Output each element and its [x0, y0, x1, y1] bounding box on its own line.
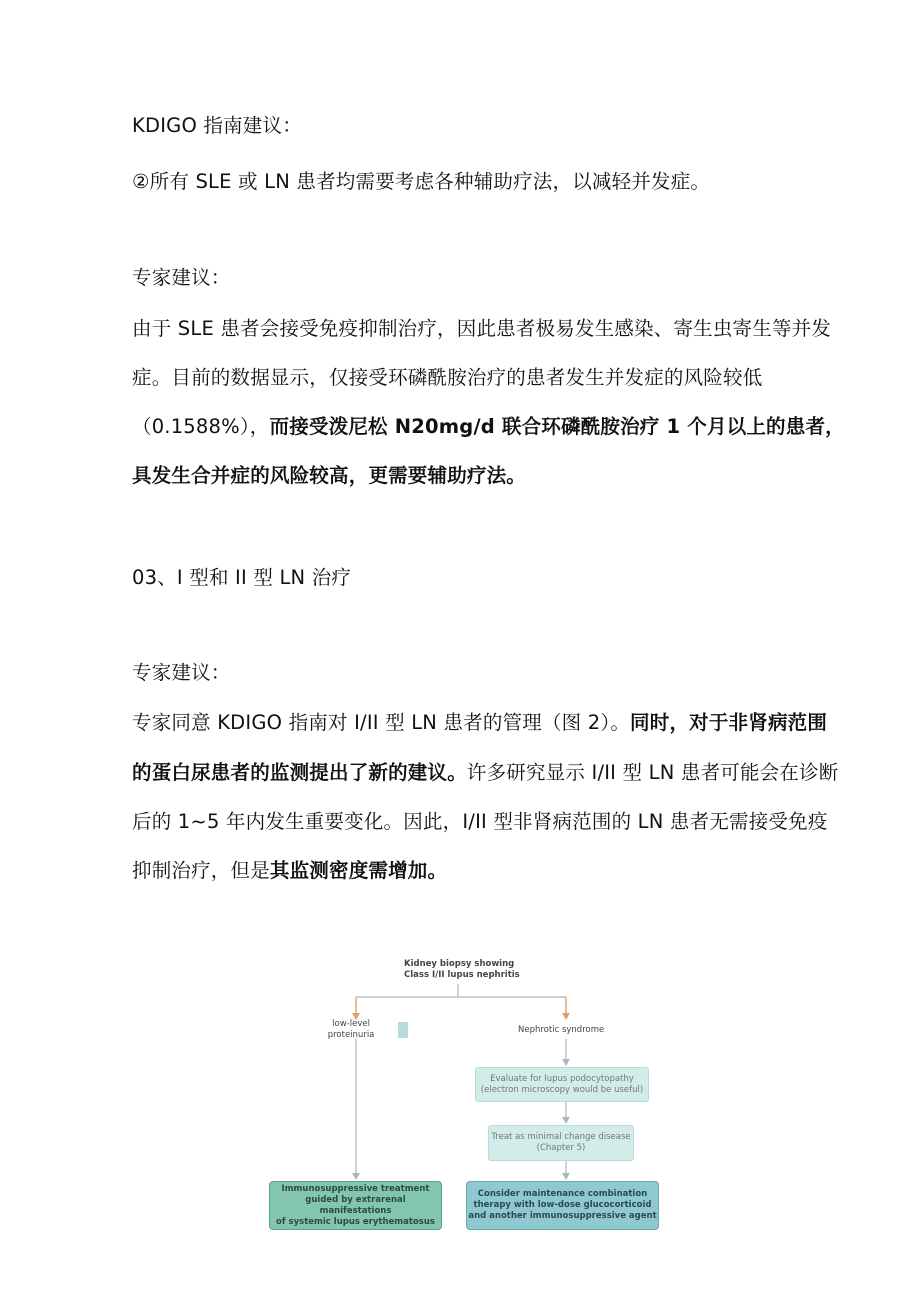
arrowhead-right-result [562, 1173, 570, 1180]
paragraph-2-text-a: 专家同意 KDIGO 指南对 I/II 型 LN 患者的管理（图 2）。 [132, 711, 631, 734]
step1-line-1: Evaluate for lupus podocytopathy [490, 1073, 634, 1084]
paragraph-2-bold-a: 同时，对于非肾病范围 [630, 711, 828, 734]
left-result-line-3: of systemic lupus erythematosus [276, 1216, 435, 1227]
left-result-line-1: Immunosuppressive treatment [281, 1183, 430, 1194]
root-node-line-2: Class I/II lupus nephritis [404, 970, 520, 980]
right-branch-node [516, 1021, 623, 1039]
root-node-line-1: Kidney biopsy showing [404, 959, 515, 969]
arrowhead-right-branch [562, 1013, 570, 1020]
paragraph-2-bold-b: 的蛋白尿患者的监测提出了新的建议。 [132, 761, 467, 784]
left-result-line-2: guided by extrarenal manifestations [305, 1194, 406, 1216]
risk-value-text: （0.1588%）， [132, 415, 270, 438]
paragraph-2-bold-c: 其监测密度需增加。 [269, 859, 448, 882]
paragraph-1-line-4: 具发生合并症的风险较高，更需要辅助疗法。 [132, 464, 527, 487]
paragraph-2-text-b: 许多研究显示 I/II 型 LN 患者可能会在诊断 [466, 761, 839, 784]
right-branch-label: Nephrotic syndrome [518, 1024, 605, 1035]
right-result-line-2: therapy with low-dose glucocorticoid [473, 1200, 652, 1210]
expert-heading-1: 专家建议： [132, 266, 231, 289]
arrowhead-left-result [352, 1173, 360, 1180]
bold-statement-1: 而接受泼尼松 N20mg/d 联合环磷酰胺治疗 1 个月以上的患者， [269, 415, 845, 438]
right-result-node [466, 1181, 659, 1230]
arrowhead-step2 [562, 1117, 570, 1124]
left-result-node [269, 1181, 442, 1230]
left-branch-node [306, 1021, 408, 1039]
right-result-line-1: Consider maintenance combination [477, 1189, 648, 1199]
paragraph-2-line-3: 后的 1~5 年内发生重要变化。因此，I/II 型非肾病范围的 LN 患者无需接受免疫 [132, 810, 828, 833]
section-heading-03: 03、I 型和 II 型 LN 治疗 [132, 566, 352, 589]
arrowhead-step1 [562, 1059, 570, 1066]
step1-node [475, 1067, 649, 1102]
paragraph-1-line-2: 症。目前的数据显示，仅接受环磷酰胺治疗的患者发生并发症的风险较低 [132, 366, 763, 389]
left-branch-label: low-level proteinuria [327, 1019, 375, 1040]
root-node [404, 959, 520, 981]
step2-node [488, 1125, 634, 1161]
step1-line-2: (electron microscopy would be useful) [480, 1084, 644, 1095]
step2-line-1: Treat as minimal change disease [491, 1132, 631, 1142]
kdigo-recommendation: ②所有 SLE 或 LN 患者均需要考虑各种辅助疗法，以减轻并发症。 [132, 170, 711, 193]
step2-line-2: (Chapter 5) [536, 1143, 586, 1153]
left-branch-tab [398, 1022, 408, 1038]
paragraph-1-line-1: 由于 SLE 患者会接受免疫抑制治疗，因此患者极易发生感染、寄生虫寄生等并发 [132, 317, 832, 340]
right-result-line-3: and another immunosuppressive agent [468, 1211, 657, 1221]
paragraph-2-text-c: 抑制治疗，但是 [132, 859, 270, 882]
kdigo-heading: KDIGO 指南建议： [132, 114, 302, 137]
expert-heading-2: 专家建议： [132, 661, 231, 684]
